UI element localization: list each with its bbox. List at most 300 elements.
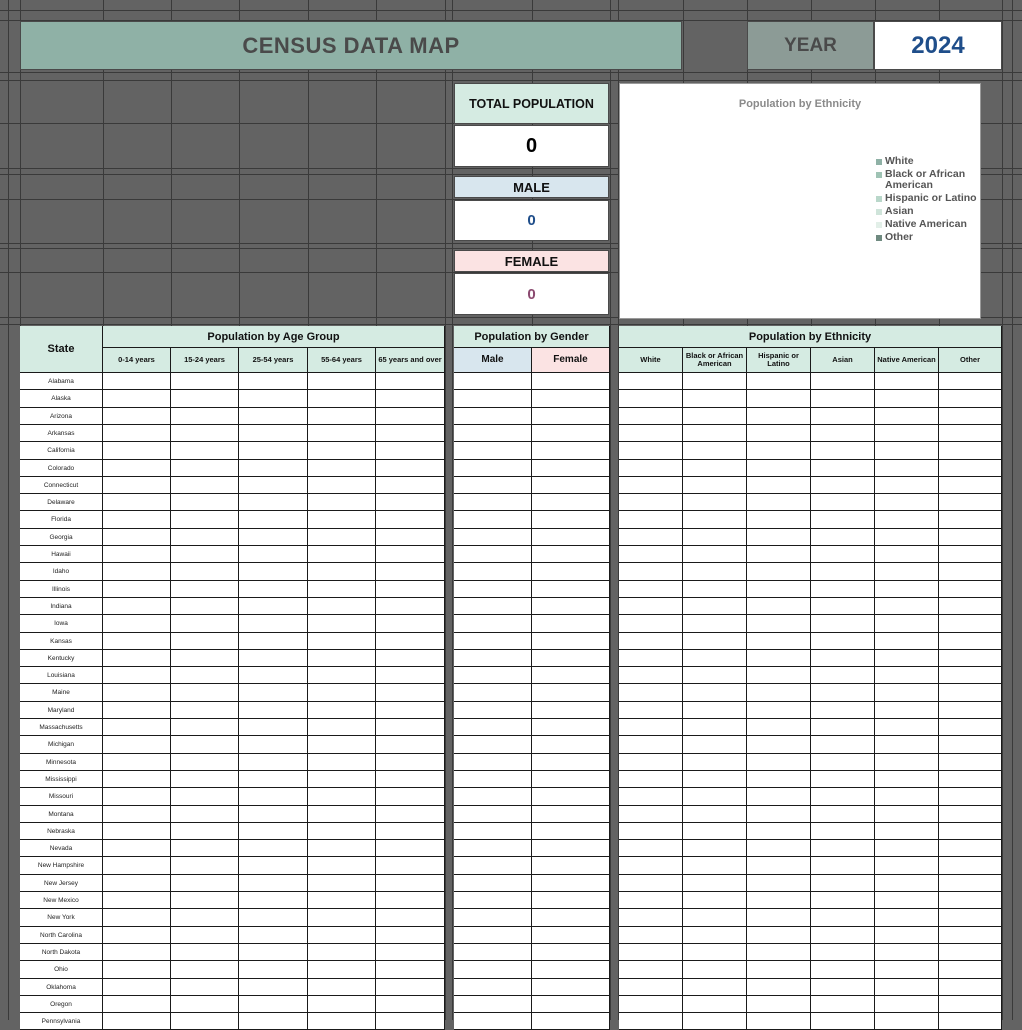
data-cell[interactable] <box>454 477 532 494</box>
data-cell[interactable] <box>532 927 610 944</box>
data-cell[interactable] <box>811 425 875 442</box>
data-cell[interactable] <box>454 736 532 754</box>
data-cell[interactable] <box>532 840 610 857</box>
data-cell[interactable] <box>811 390 875 408</box>
data-cell[interactable] <box>683 736 747 754</box>
data-cell[interactable] <box>103 840 171 857</box>
data-cell[interactable] <box>619 684 683 702</box>
data-cell[interactable] <box>619 563 683 581</box>
data-cell[interactable] <box>619 754 683 771</box>
data-cell[interactable] <box>939 684 1002 702</box>
data-cell[interactable] <box>747 633 811 650</box>
data-cell[interactable] <box>454 719 532 736</box>
data-cell[interactable] <box>532 598 610 615</box>
data-cell[interactable] <box>376 615 445 633</box>
data-cell[interactable] <box>308 442 376 460</box>
data-cell[interactable] <box>171 788 239 806</box>
data-cell[interactable] <box>454 944 532 961</box>
data-cell[interactable] <box>747 546 811 563</box>
data-cell[interactable] <box>171 460 239 477</box>
data-cell[interactable] <box>875 494 939 511</box>
data-cell[interactable] <box>308 736 376 754</box>
data-cell[interactable] <box>239 684 308 702</box>
data-cell[interactable] <box>376 875 445 892</box>
data-cell[interactable] <box>376 373 445 390</box>
data-cell[interactable] <box>811 511 875 529</box>
data-cell[interactable] <box>532 633 610 650</box>
data-cell[interactable] <box>619 909 683 927</box>
data-cell[interactable] <box>532 857 610 875</box>
data-cell[interactable] <box>747 494 811 511</box>
data-cell[interactable] <box>454 460 532 477</box>
data-cell[interactable] <box>875 754 939 771</box>
data-cell[interactable] <box>171 529 239 546</box>
data-cell[interactable] <box>454 442 532 460</box>
data-cell[interactable] <box>683 719 747 736</box>
data-cell[interactable] <box>875 961 939 979</box>
data-cell[interactable] <box>454 771 532 788</box>
data-cell[interactable] <box>454 892 532 909</box>
data-cell[interactable] <box>683 598 747 615</box>
data-cell[interactable] <box>239 563 308 581</box>
data-cell[interactable] <box>103 477 171 494</box>
data-cell[interactable] <box>619 442 683 460</box>
data-cell[interactable] <box>811 961 875 979</box>
data-cell[interactable] <box>103 892 171 909</box>
data-cell[interactable] <box>308 529 376 546</box>
data-cell[interactable] <box>532 909 610 927</box>
data-cell[interactable] <box>171 771 239 788</box>
data-cell[interactable] <box>454 373 532 390</box>
data-cell[interactable] <box>171 979 239 996</box>
data-cell[interactable] <box>308 581 376 598</box>
data-cell[interactable] <box>239 996 308 1013</box>
data-cell[interactable] <box>683 1013 747 1030</box>
data-cell[interactable] <box>939 581 1002 598</box>
data-cell[interactable] <box>239 927 308 944</box>
data-cell[interactable] <box>239 477 308 494</box>
data-cell[interactable] <box>619 857 683 875</box>
data-cell[interactable] <box>103 996 171 1013</box>
data-cell[interactable] <box>103 598 171 615</box>
data-cell[interactable] <box>619 373 683 390</box>
data-cell[interactable] <box>811 996 875 1013</box>
data-cell[interactable] <box>875 529 939 546</box>
data-cell[interactable] <box>239 944 308 961</box>
data-cell[interactable] <box>619 667 683 684</box>
data-cell[interactable] <box>619 875 683 892</box>
data-cell[interactable] <box>747 927 811 944</box>
data-cell[interactable] <box>683 702 747 719</box>
data-cell[interactable] <box>171 442 239 460</box>
data-cell[interactable] <box>532 875 610 892</box>
data-cell[interactable] <box>875 1013 939 1030</box>
data-cell[interactable] <box>376 650 445 667</box>
data-cell[interactable] <box>376 736 445 754</box>
data-cell[interactable] <box>171 373 239 390</box>
data-cell[interactable] <box>619 719 683 736</box>
data-cell[interactable] <box>875 650 939 667</box>
data-cell[interactable] <box>939 529 1002 546</box>
data-cell[interactable] <box>875 390 939 408</box>
data-cell[interactable] <box>683 529 747 546</box>
data-cell[interactable] <box>454 979 532 996</box>
data-cell[interactable] <box>875 788 939 806</box>
data-cell[interactable] <box>811 1013 875 1030</box>
data-cell[interactable] <box>454 511 532 529</box>
data-cell[interactable] <box>103 546 171 563</box>
data-cell[interactable] <box>454 684 532 702</box>
data-cell[interactable] <box>308 494 376 511</box>
data-cell[interactable] <box>308 788 376 806</box>
data-cell[interactable] <box>619 702 683 719</box>
data-cell[interactable] <box>239 840 308 857</box>
data-cell[interactable] <box>939 961 1002 979</box>
data-cell[interactable] <box>875 875 939 892</box>
data-cell[interactable] <box>239 546 308 563</box>
data-cell[interactable] <box>747 875 811 892</box>
data-cell[interactable] <box>376 684 445 702</box>
data-cell[interactable] <box>875 408 939 425</box>
data-cell[interactable] <box>376 598 445 615</box>
data-cell[interactable] <box>747 892 811 909</box>
data-cell[interactable] <box>532 702 610 719</box>
data-cell[interactable] <box>103 442 171 460</box>
data-cell[interactable] <box>376 529 445 546</box>
data-cell[interactable] <box>239 615 308 633</box>
data-cell[interactable] <box>454 546 532 563</box>
data-cell[interactable] <box>376 425 445 442</box>
data-cell[interactable] <box>683 477 747 494</box>
data-cell[interactable] <box>171 719 239 736</box>
data-cell[interactable] <box>376 944 445 961</box>
data-cell[interactable] <box>939 633 1002 650</box>
data-cell[interactable] <box>747 736 811 754</box>
data-cell[interactable] <box>239 667 308 684</box>
data-cell[interactable] <box>171 961 239 979</box>
data-cell[interactable] <box>747 373 811 390</box>
data-cell[interactable] <box>171 892 239 909</box>
data-cell[interactable] <box>532 511 610 529</box>
data-cell[interactable] <box>619 633 683 650</box>
data-cell[interactable] <box>747 996 811 1013</box>
data-cell[interactable] <box>875 857 939 875</box>
data-cell[interactable] <box>103 736 171 754</box>
data-cell[interactable] <box>875 477 939 494</box>
data-cell[interactable] <box>239 719 308 736</box>
data-cell[interactable] <box>747 702 811 719</box>
data-cell[interactable] <box>747 477 811 494</box>
data-cell[interactable] <box>683 754 747 771</box>
data-cell[interactable] <box>532 425 610 442</box>
data-cell[interactable] <box>619 979 683 996</box>
data-cell[interactable] <box>747 771 811 788</box>
data-cell[interactable] <box>239 442 308 460</box>
data-cell[interactable] <box>532 529 610 546</box>
data-cell[interactable] <box>103 511 171 529</box>
data-cell[interactable] <box>532 736 610 754</box>
data-cell[interactable] <box>747 684 811 702</box>
year-input[interactable]: 2024 <box>874 21 1002 70</box>
data-cell[interactable] <box>532 650 610 667</box>
data-cell[interactable] <box>747 650 811 667</box>
data-cell[interactable] <box>747 806 811 823</box>
data-cell[interactable] <box>103 460 171 477</box>
data-cell[interactable] <box>171 754 239 771</box>
data-cell[interactable] <box>619 944 683 961</box>
data-cell[interactable] <box>103 788 171 806</box>
data-cell[interactable] <box>454 909 532 927</box>
data-cell[interactable] <box>939 477 1002 494</box>
data-cell[interactable] <box>171 408 239 425</box>
data-cell[interactable] <box>939 563 1002 581</box>
data-cell[interactable] <box>619 529 683 546</box>
data-cell[interactable] <box>747 979 811 996</box>
data-cell[interactable] <box>308 563 376 581</box>
data-cell[interactable] <box>171 736 239 754</box>
data-cell[interactable] <box>683 909 747 927</box>
data-cell[interactable] <box>308 840 376 857</box>
data-cell[interactable] <box>532 961 610 979</box>
data-cell[interactable] <box>619 840 683 857</box>
data-cell[interactable] <box>308 373 376 390</box>
data-cell[interactable] <box>376 961 445 979</box>
data-cell[interactable] <box>683 408 747 425</box>
data-cell[interactable] <box>376 633 445 650</box>
data-cell[interactable] <box>171 857 239 875</box>
data-cell[interactable] <box>103 754 171 771</box>
data-cell[interactable] <box>376 996 445 1013</box>
data-cell[interactable] <box>875 563 939 581</box>
data-cell[interactable] <box>454 650 532 667</box>
data-cell[interactable] <box>811 581 875 598</box>
data-cell[interactable] <box>532 806 610 823</box>
data-cell[interactable] <box>939 719 1002 736</box>
data-cell[interactable] <box>532 979 610 996</box>
data-cell[interactable] <box>454 961 532 979</box>
data-cell[interactable] <box>454 1013 532 1030</box>
data-cell[interactable] <box>875 373 939 390</box>
data-cell[interactable] <box>811 667 875 684</box>
data-cell[interactable] <box>683 823 747 840</box>
data-cell[interactable] <box>939 996 1002 1013</box>
data-cell[interactable] <box>619 996 683 1013</box>
data-cell[interactable] <box>171 581 239 598</box>
data-cell[interactable] <box>103 1013 171 1030</box>
data-cell[interactable] <box>376 979 445 996</box>
data-cell[interactable] <box>103 563 171 581</box>
data-cell[interactable] <box>811 944 875 961</box>
data-cell[interactable] <box>939 460 1002 477</box>
data-cell[interactable] <box>619 477 683 494</box>
data-cell[interactable] <box>239 1013 308 1030</box>
data-cell[interactable] <box>811 460 875 477</box>
data-cell[interactable] <box>308 892 376 909</box>
data-cell[interactable] <box>171 511 239 529</box>
data-cell[interactable] <box>454 806 532 823</box>
data-cell[interactable] <box>171 633 239 650</box>
data-cell[interactable] <box>619 650 683 667</box>
data-cell[interactable] <box>308 477 376 494</box>
data-cell[interactable] <box>308 754 376 771</box>
data-cell[interactable] <box>103 979 171 996</box>
data-cell[interactable] <box>239 494 308 511</box>
data-cell[interactable] <box>875 615 939 633</box>
data-cell[interactable] <box>683 875 747 892</box>
data-cell[interactable] <box>532 996 610 1013</box>
data-cell[interactable] <box>619 546 683 563</box>
data-cell[interactable] <box>171 425 239 442</box>
data-cell[interactable] <box>683 511 747 529</box>
data-cell[interactable] <box>619 511 683 529</box>
data-cell[interactable] <box>454 563 532 581</box>
data-cell[interactable] <box>747 1013 811 1030</box>
data-cell[interactable] <box>939 667 1002 684</box>
data-cell[interactable] <box>171 944 239 961</box>
data-cell[interactable] <box>619 823 683 840</box>
data-cell[interactable] <box>103 615 171 633</box>
data-cell[interactable] <box>811 771 875 788</box>
data-cell[interactable] <box>308 460 376 477</box>
data-cell[interactable] <box>939 390 1002 408</box>
data-cell[interactable] <box>939 650 1002 667</box>
data-cell[interactable] <box>454 788 532 806</box>
data-cell[interactable] <box>939 408 1002 425</box>
data-cell[interactable] <box>811 633 875 650</box>
data-cell[interactable] <box>683 667 747 684</box>
data-cell[interactable] <box>103 806 171 823</box>
data-cell[interactable] <box>103 425 171 442</box>
data-cell[interactable] <box>532 944 610 961</box>
data-cell[interactable] <box>939 909 1002 927</box>
data-cell[interactable] <box>811 494 875 511</box>
data-cell[interactable] <box>532 581 610 598</box>
data-cell[interactable] <box>875 581 939 598</box>
data-cell[interactable] <box>619 736 683 754</box>
data-cell[interactable] <box>747 840 811 857</box>
data-cell[interactable] <box>747 667 811 684</box>
data-cell[interactable] <box>875 927 939 944</box>
data-cell[interactable] <box>454 425 532 442</box>
data-cell[interactable] <box>171 996 239 1013</box>
data-cell[interactable] <box>454 598 532 615</box>
data-cell[interactable] <box>747 857 811 875</box>
data-cell[interactable] <box>939 1013 1002 1030</box>
data-cell[interactable] <box>376 823 445 840</box>
data-cell[interactable] <box>171 1013 239 1030</box>
data-cell[interactable] <box>454 408 532 425</box>
data-cell[interactable] <box>239 857 308 875</box>
data-cell[interactable] <box>683 615 747 633</box>
data-cell[interactable] <box>532 477 610 494</box>
data-cell[interactable] <box>376 460 445 477</box>
data-cell[interactable] <box>376 581 445 598</box>
data-cell[interactable] <box>376 702 445 719</box>
data-cell[interactable] <box>376 667 445 684</box>
data-cell[interactable] <box>811 875 875 892</box>
data-cell[interactable] <box>683 996 747 1013</box>
data-cell[interactable] <box>747 390 811 408</box>
data-cell[interactable] <box>747 563 811 581</box>
data-cell[interactable] <box>103 684 171 702</box>
data-cell[interactable] <box>939 702 1002 719</box>
data-cell[interactable] <box>747 719 811 736</box>
data-cell[interactable] <box>103 771 171 788</box>
data-cell[interactable] <box>747 788 811 806</box>
data-cell[interactable] <box>532 1013 610 1030</box>
data-cell[interactable] <box>811 563 875 581</box>
data-cell[interactable] <box>939 806 1002 823</box>
data-cell[interactable] <box>532 494 610 511</box>
data-cell[interactable] <box>308 1013 376 1030</box>
data-cell[interactable] <box>239 511 308 529</box>
data-cell[interactable] <box>308 771 376 788</box>
data-cell[interactable] <box>939 373 1002 390</box>
data-cell[interactable] <box>939 425 1002 442</box>
data-cell[interactable] <box>939 857 1002 875</box>
data-cell[interactable] <box>747 460 811 477</box>
data-cell[interactable] <box>939 546 1002 563</box>
data-cell[interactable] <box>875 425 939 442</box>
data-cell[interactable] <box>239 961 308 979</box>
data-cell[interactable] <box>619 425 683 442</box>
data-cell[interactable] <box>683 373 747 390</box>
data-cell[interactable] <box>875 546 939 563</box>
data-cell[interactable] <box>308 857 376 875</box>
data-cell[interactable] <box>308 390 376 408</box>
data-cell[interactable] <box>939 979 1002 996</box>
data-cell[interactable] <box>171 615 239 633</box>
data-cell[interactable] <box>683 563 747 581</box>
data-cell[interactable] <box>683 806 747 823</box>
data-cell[interactable] <box>308 615 376 633</box>
data-cell[interactable] <box>939 892 1002 909</box>
data-cell[interactable] <box>683 788 747 806</box>
data-cell[interactable] <box>811 684 875 702</box>
data-cell[interactable] <box>308 719 376 736</box>
data-cell[interactable] <box>619 961 683 979</box>
data-cell[interactable] <box>376 477 445 494</box>
data-cell[interactable] <box>376 788 445 806</box>
data-cell[interactable] <box>239 875 308 892</box>
data-cell[interactable] <box>683 892 747 909</box>
data-cell[interactable] <box>308 979 376 996</box>
data-cell[interactable] <box>171 667 239 684</box>
data-cell[interactable] <box>103 529 171 546</box>
data-cell[interactable] <box>811 979 875 996</box>
data-cell[interactable] <box>454 667 532 684</box>
data-cell[interactable] <box>811 823 875 840</box>
data-cell[interactable] <box>811 736 875 754</box>
data-cell[interactable] <box>811 373 875 390</box>
data-cell[interactable] <box>376 494 445 511</box>
data-cell[interactable] <box>239 460 308 477</box>
data-cell[interactable] <box>103 875 171 892</box>
data-cell[interactable] <box>683 840 747 857</box>
data-cell[interactable] <box>532 892 610 909</box>
data-cell[interactable] <box>239 892 308 909</box>
data-cell[interactable] <box>171 840 239 857</box>
ethnicity-pie-chart[interactable] <box>619 83 981 319</box>
data-cell[interactable] <box>532 563 610 581</box>
data-cell[interactable] <box>171 650 239 667</box>
data-cell[interactable] <box>308 408 376 425</box>
data-cell[interactable] <box>376 754 445 771</box>
data-cell[interactable] <box>171 546 239 563</box>
data-cell[interactable] <box>619 806 683 823</box>
data-cell[interactable] <box>532 390 610 408</box>
data-cell[interactable] <box>747 529 811 546</box>
